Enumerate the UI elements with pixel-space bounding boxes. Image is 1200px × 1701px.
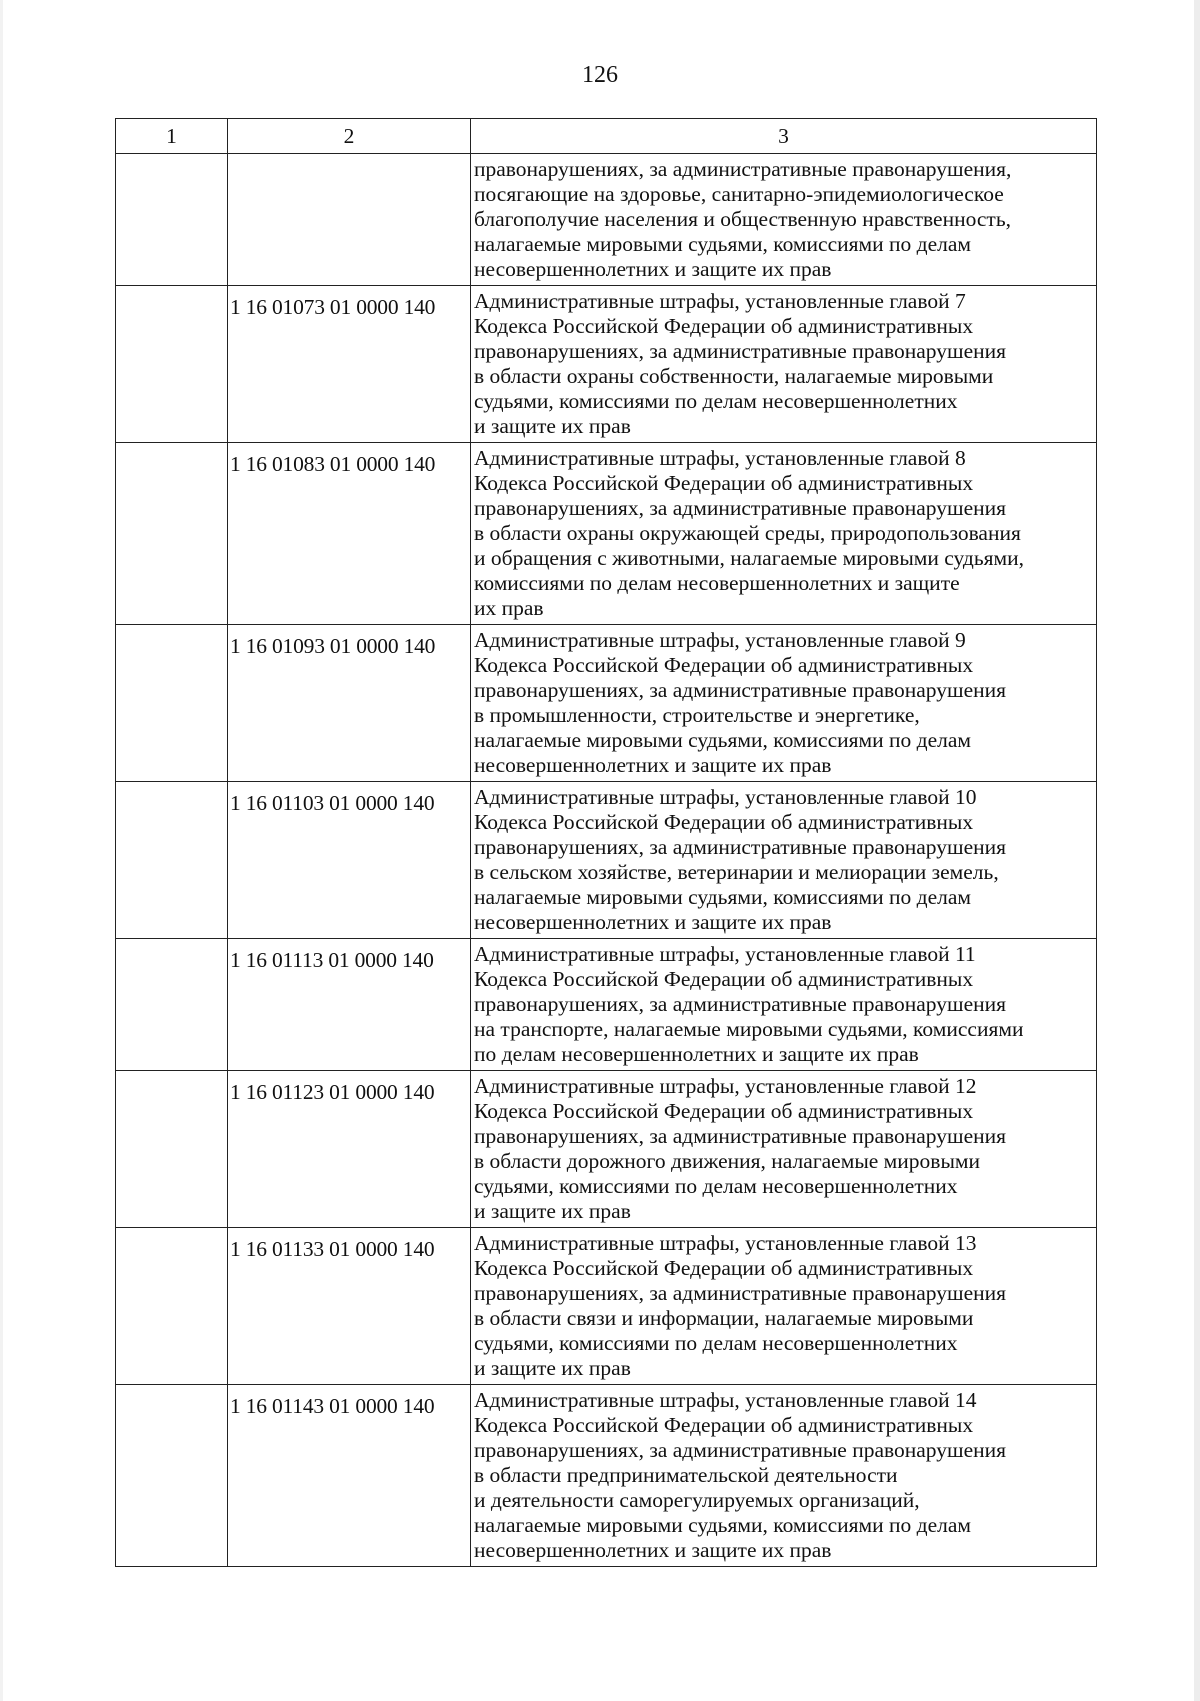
- revenue-description: [471, 1071, 1097, 1228]
- budget-classification-code: 1 16 01083 01 0000 140: [228, 443, 471, 625]
- budget-code-table: [115, 118, 1097, 1567]
- description-line: налагаемые мировыми судьями, комиссиями по делам: [474, 1513, 971, 1537]
- description-line: и деятельности саморегулируемых организаций,: [474, 1488, 920, 1512]
- description-line: судьями, комиссиями по делам несовершеннолетних: [474, 1174, 958, 1198]
- description-line: по делам несовершеннолетних и защите их прав: [474, 1042, 919, 1066]
- description-line: Кодекса Российской Федерации об административных: [474, 810, 974, 834]
- table-row: [116, 939, 1097, 1071]
- budget-classification-code: 1 16 01123 01 0000 140: [228, 1071, 471, 1228]
- table-row: [116, 1385, 1097, 1567]
- scan-edge-left: [0, 0, 3, 1701]
- page-number: 126: [582, 62, 618, 88]
- row-col-1-empty: [116, 1228, 228, 1385]
- description-line: в промышленности, строительстве и энергетике,: [474, 703, 920, 727]
- budget-classification-code: 1 16 01133 01 0000 140: [228, 1228, 471, 1385]
- description-line: и защите их прав: [474, 414, 631, 438]
- table-row: [116, 286, 1097, 443]
- budget-classification-code: 1 16 01093 01 0000 140: [228, 625, 471, 782]
- budget-classification-code: 1 16 01113 01 0000 140: [228, 939, 471, 1071]
- header-col-2: 2: [228, 119, 471, 154]
- table-row: [116, 154, 1097, 286]
- description-line: Кодекса Российской Федерации об административных: [474, 653, 974, 677]
- description-line: Кодекса Российской Федерации об административных: [474, 1256, 974, 1280]
- description-line: Административные штрафы, установленные главой 12: [474, 1074, 977, 1098]
- description-line: правонарушениях, за административные правонарушения: [474, 1124, 1007, 1148]
- row-col-1-empty: [116, 625, 228, 782]
- description-line: посягающие на здоровье, санитарно-эпидемиологическое: [474, 182, 1004, 206]
- description-line: налагаемые мировыми судьями, комиссиями по делам: [474, 232, 971, 256]
- description-line: судьями, комиссиями по делам несовершеннолетних: [474, 1331, 958, 1355]
- description-line: несовершеннолетних и защите их прав: [474, 910, 832, 934]
- revenue-description: [471, 286, 1097, 443]
- description-line: Административные штрафы, установленные главой 8: [474, 446, 966, 470]
- description-line: Административные штрафы, установленные главой 10: [474, 785, 977, 809]
- row-col-1-empty: [116, 443, 228, 625]
- row-col-1-empty: [116, 154, 228, 286]
- description-line: Кодекса Российской Федерации об административных: [474, 1413, 974, 1437]
- description-line: Кодекса Российской Федерации об административных: [474, 314, 974, 338]
- description-line: Административные штрафы, установленные главой 9: [474, 628, 966, 652]
- revenue-description: [471, 939, 1097, 1071]
- table-header-row: [116, 119, 1097, 154]
- row-col-1-empty: [116, 939, 228, 1071]
- description-line: несовершеннолетних и защите их прав: [474, 257, 832, 281]
- description-line: их прав: [474, 596, 544, 620]
- description-line: Административные штрафы, установленные главой 7: [474, 289, 966, 313]
- row-col-1-empty: [116, 286, 228, 443]
- description-line: правонарушениях, за административные правонарушения: [474, 496, 1007, 520]
- description-line: в области предпринимательской деятельности: [474, 1463, 898, 1487]
- description-line: в области связи и информации, налагаемые мировыми: [474, 1306, 974, 1330]
- row-col-1-empty: [116, 782, 228, 939]
- description-line: комиссиями по делам несовершеннолетних и защите: [474, 571, 960, 595]
- description-line: благополучие населения и общественную нравственность,: [474, 207, 1011, 231]
- description-line: правонарушениях, за административные правонарушения: [474, 339, 1007, 363]
- budget-classification-code: 1 16 01143 01 0000 140: [228, 1385, 471, 1567]
- description-line: несовершеннолетних и защите их прав: [474, 1538, 832, 1562]
- description-line: Административные штрафы, установленные главой 11: [474, 942, 976, 966]
- table-row: [116, 443, 1097, 625]
- description-line: и обращения с животными, налагаемые мировыми судьями,: [474, 546, 1025, 570]
- table-row: [116, 1071, 1097, 1228]
- description-line: правонарушениях, за административные правонарушения: [474, 678, 1007, 702]
- description-line: налагаемые мировыми судьями, комиссиями по делам: [474, 728, 971, 752]
- description-line: Административные штрафы, установленные главой 13: [474, 1231, 977, 1255]
- revenue-description: [471, 154, 1097, 286]
- description-line: правонарушениях, за административные правонарушения: [474, 1438, 1007, 1462]
- table-body: [116, 154, 1097, 1567]
- description-line: на транспорте, налагаемые мировыми судьями, комиссиями: [474, 1017, 1024, 1041]
- description-line: в области охраны собственности, налагаемые мировыми: [474, 364, 994, 388]
- description-line: Кодекса Российской Федерации об административных: [474, 471, 974, 495]
- description-line: Кодекса Российской Федерации об административных: [474, 967, 974, 991]
- revenue-description: [471, 782, 1097, 939]
- description-line: и защите их прав: [474, 1199, 631, 1223]
- description-line: в области охраны окружающей среды, природопользования: [474, 521, 1021, 545]
- header-col-3: 3: [471, 119, 1097, 154]
- description-line: правонарушениях, за административные правонарушения: [474, 835, 1007, 859]
- scan-edge-right: [1194, 0, 1200, 1701]
- budget-classification-code: [228, 154, 471, 286]
- revenue-description: [471, 443, 1097, 625]
- revenue-description: [471, 625, 1097, 782]
- row-col-1-empty: [116, 1071, 228, 1228]
- header-col-1: 1: [116, 119, 228, 154]
- budget-classification-code: 1 16 01073 01 0000 140: [228, 286, 471, 443]
- description-line: Административные штрафы, установленные главой 14: [474, 1388, 977, 1412]
- description-line: в сельском хозяйстве, ветеринарии и мелиорации земель,: [474, 860, 999, 884]
- description-line: судьями, комиссиями по делам несовершеннолетних: [474, 389, 958, 413]
- description-line: налагаемые мировыми судьями, комиссиями по делам: [474, 885, 971, 909]
- description-line: несовершеннолетних и защите их прав: [474, 753, 832, 777]
- description-line: правонарушениях, за административные правонарушения: [474, 1281, 1007, 1305]
- table-row: [116, 625, 1097, 782]
- budget-classification-code: 1 16 01103 01 0000 140: [228, 782, 471, 939]
- table-row: [116, 782, 1097, 939]
- description-line: Кодекса Российской Федерации об административных: [474, 1099, 974, 1123]
- table-row: [116, 1228, 1097, 1385]
- row-col-1-empty: [116, 1385, 228, 1567]
- revenue-description: [471, 1228, 1097, 1385]
- description-line: правонарушениях, за административные правонарушения,: [474, 157, 1012, 181]
- description-line: в области дорожного движения, налагаемые мировыми: [474, 1149, 981, 1173]
- description-line: правонарушениях, за административные правонарушения: [474, 992, 1007, 1016]
- description-line: и защите их прав: [474, 1356, 631, 1380]
- document-table-container: [115, 118, 1096, 1567]
- revenue-description: [471, 1385, 1097, 1567]
